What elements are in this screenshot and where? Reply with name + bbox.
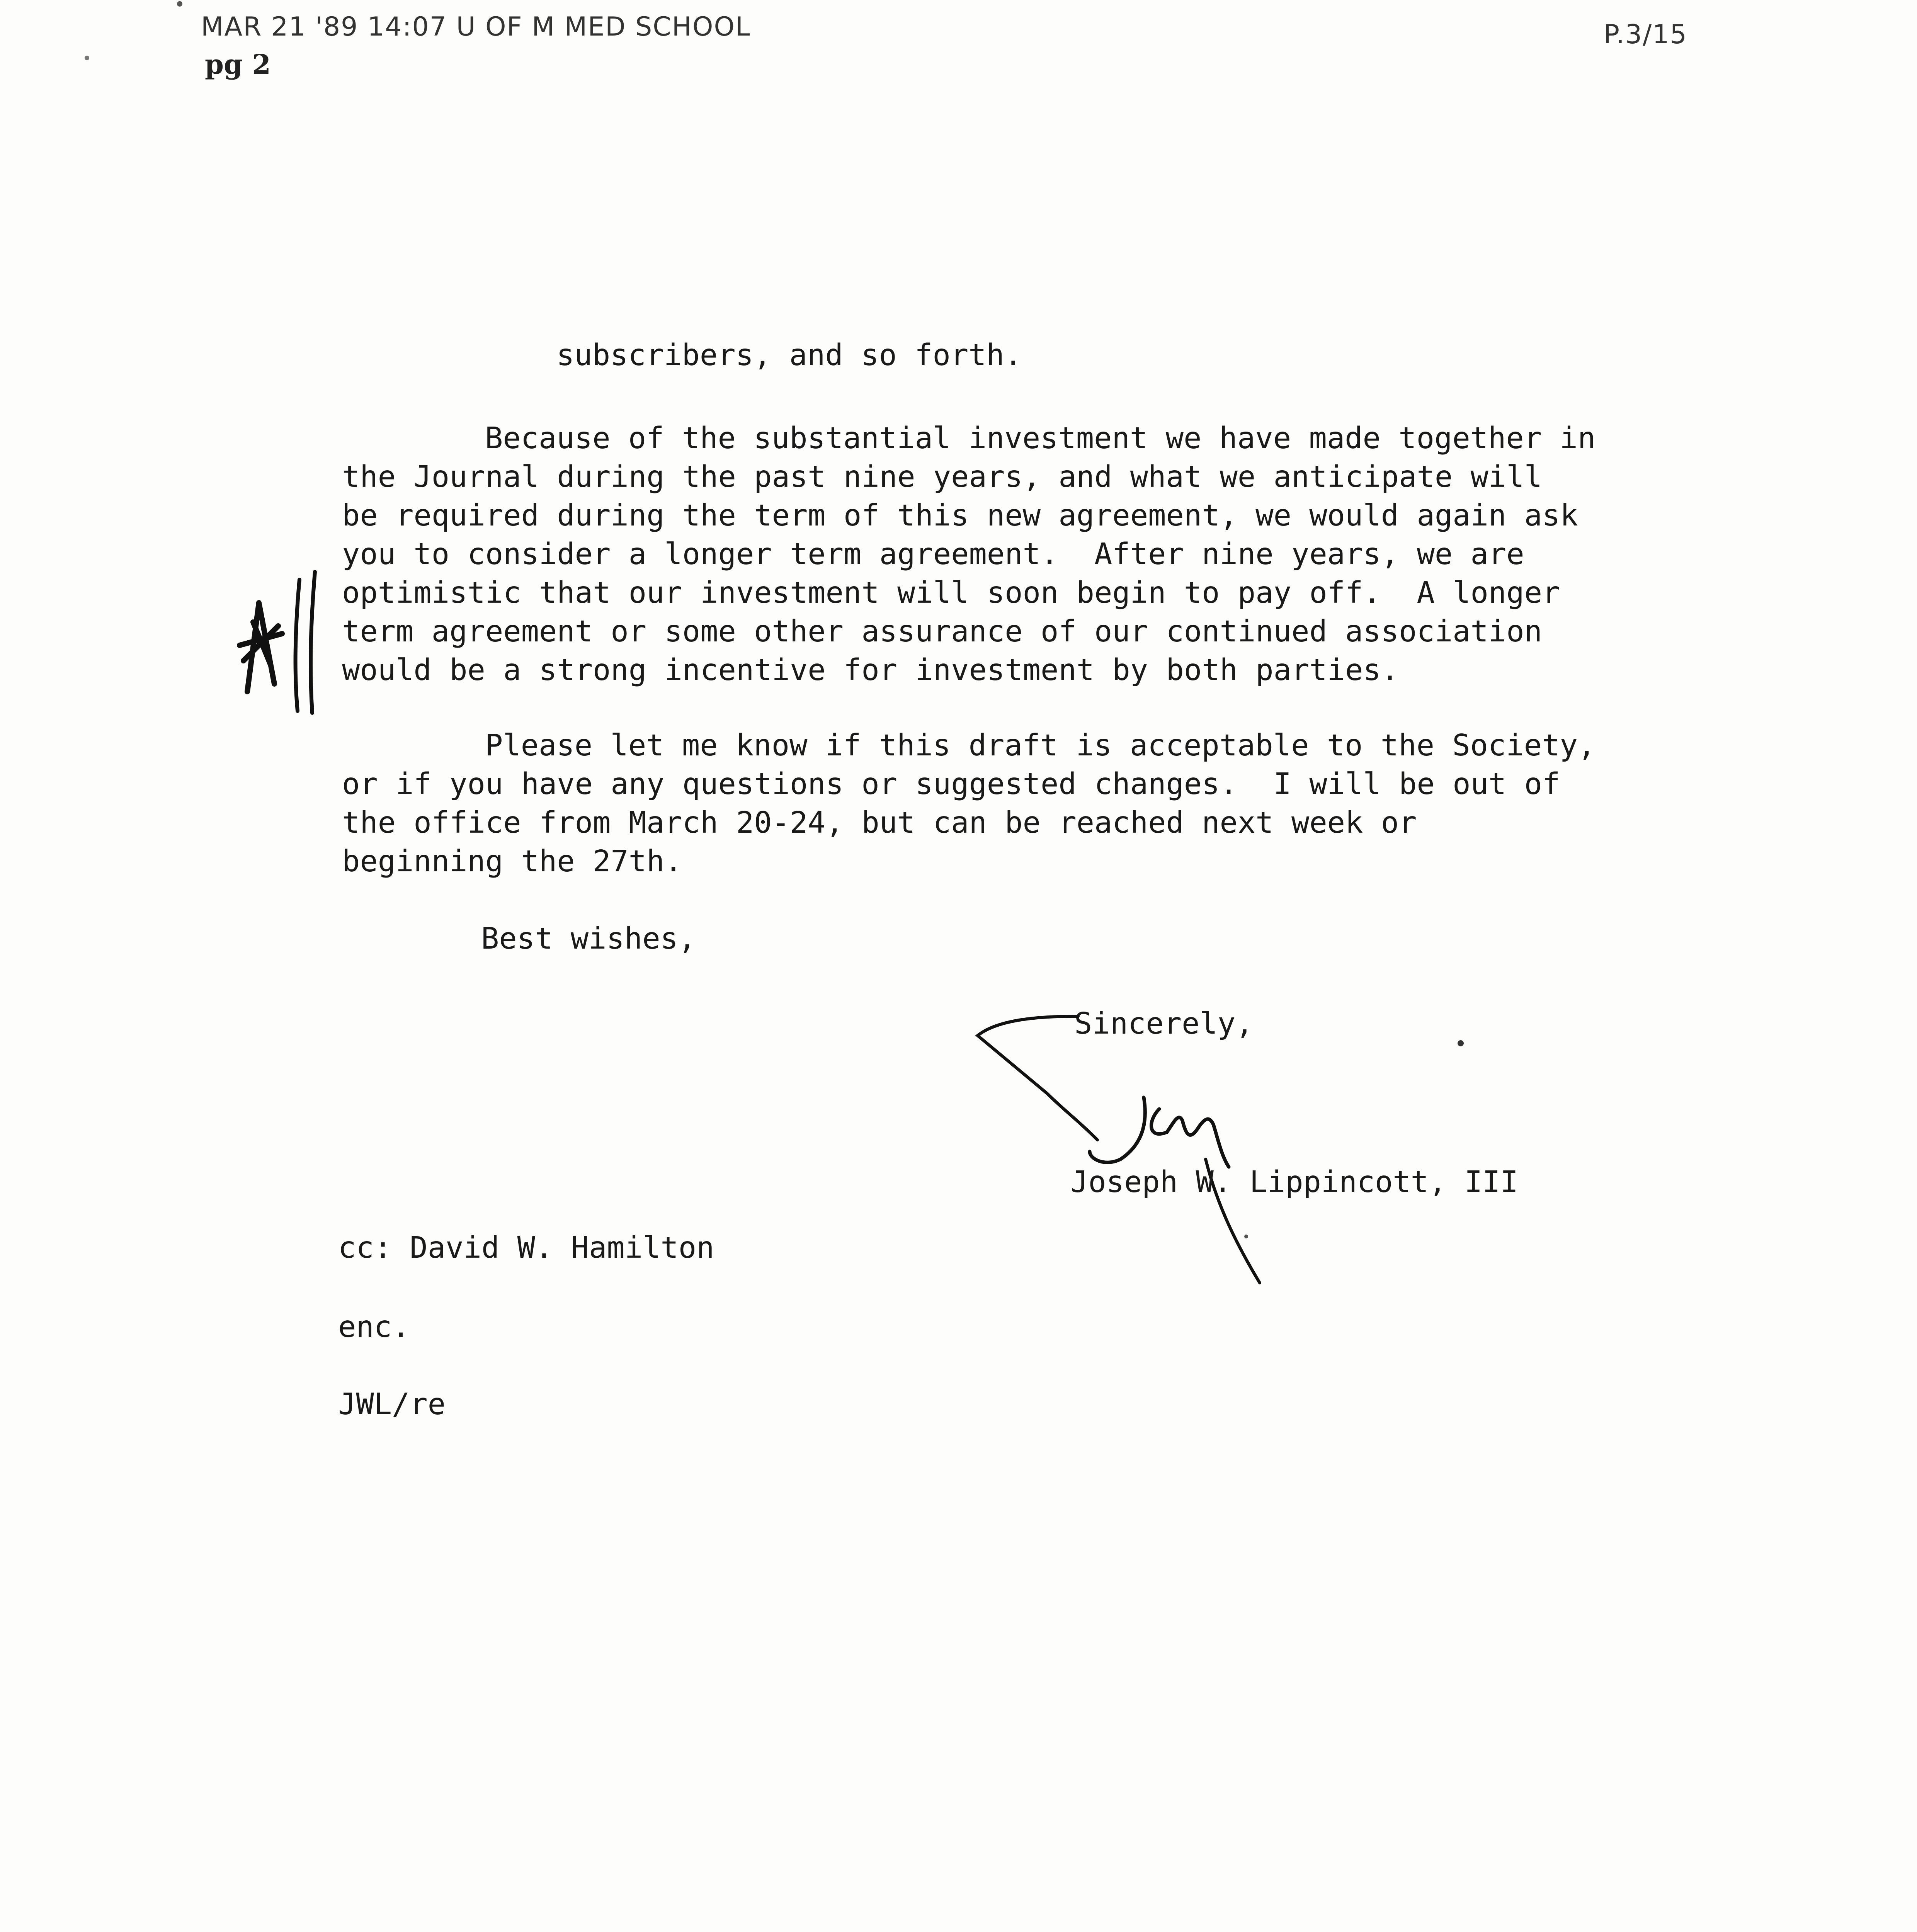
fax-header-page-number: P.3/15 bbox=[1604, 19, 1687, 50]
paragraph-line: the Journal during the past nine years, and what we anticipate will bbox=[342, 460, 1542, 494]
continuation-line: subscribers, and so forth. bbox=[556, 338, 1022, 372]
cc-line: cc: David W. Hamilton bbox=[338, 1231, 714, 1265]
enclosure-note: enc. bbox=[338, 1310, 410, 1344]
closing: Sincerely, bbox=[1074, 1007, 1254, 1041]
paragraph-line: Please let me know if this draft is acceptable to the Society, bbox=[485, 728, 1596, 763]
paragraph-line: would be a strong incentive for investment by both parties. bbox=[342, 653, 1399, 687]
signer-name: Joseph W. Lippincott, III bbox=[1070, 1165, 1518, 1199]
typist-initials: JWL/re bbox=[338, 1387, 446, 1422]
handwritten-page-note: pg 2 bbox=[205, 48, 271, 80]
paragraph-line: or if you have any questions or suggested changes. I will be out of bbox=[342, 767, 1560, 801]
paragraph-line: be required during the term of this new agreement, we would again ask bbox=[342, 498, 1578, 533]
paragraph-line: beginning the 27th. bbox=[342, 844, 682, 879]
paragraph-line: Because of the substantial investment we have made together in bbox=[485, 421, 1596, 456]
paragraph-line: the office from March 20-24, but can be reached next week or bbox=[342, 806, 1417, 840]
paragraph-line: term agreement or some other assurance of our continued association bbox=[342, 614, 1542, 649]
fax-header-left: MAR 21 '89 14:07 U OF M MED SCHOOL bbox=[201, 12, 751, 42]
salutation: Best wishes, bbox=[481, 922, 696, 956]
paragraph-line: optimistic that our investment will soon begin to pay off. A longer bbox=[342, 576, 1560, 610]
paragraph-line: you to consider a longer term agreement. After nine years, we are bbox=[342, 537, 1524, 571]
